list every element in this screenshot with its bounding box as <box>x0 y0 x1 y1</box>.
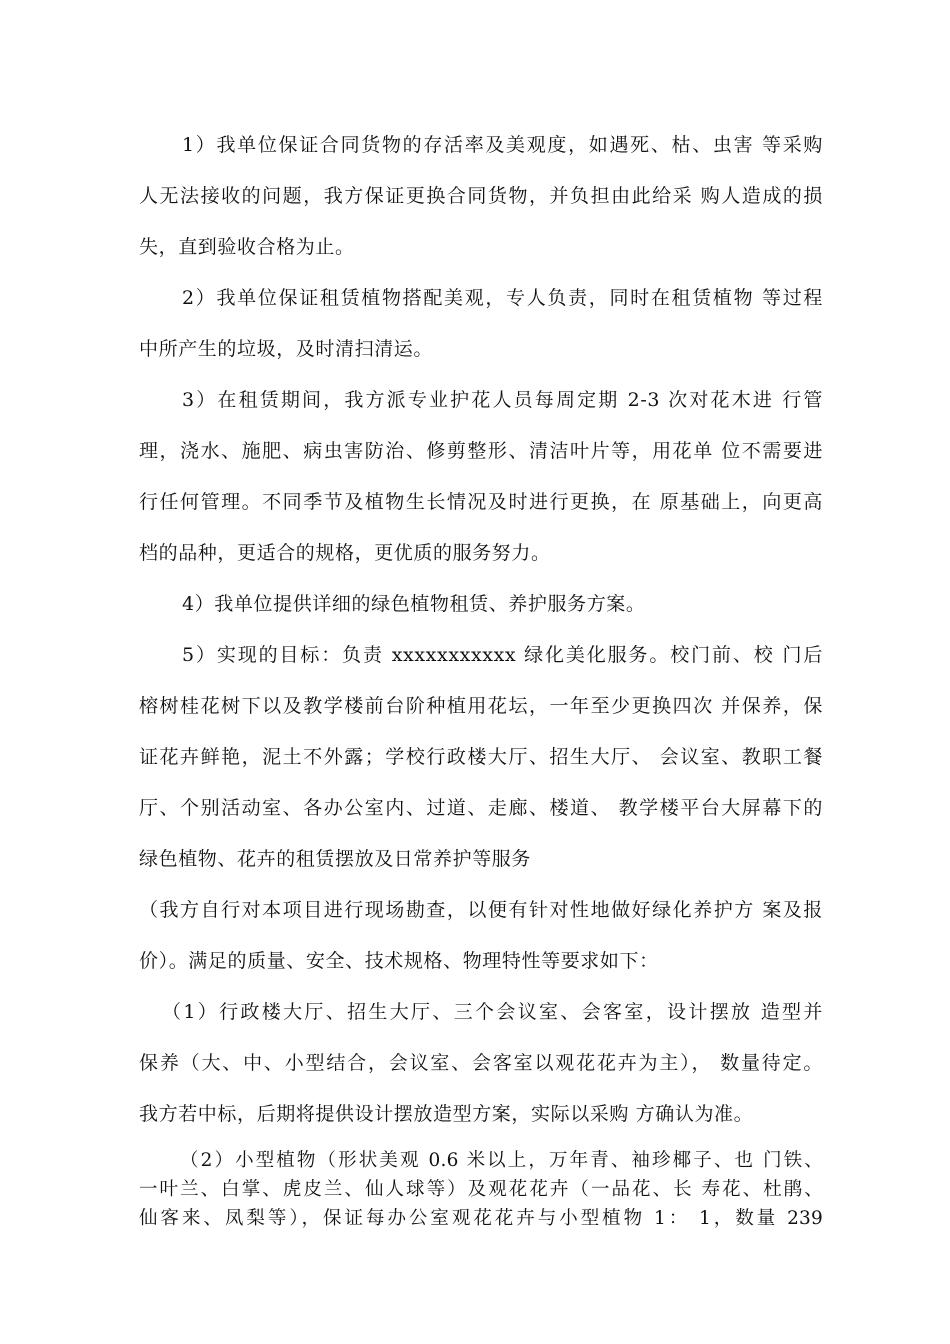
para1-line2: 人无法接收的问题，我方保证更换合同货物，并负担由此给采 购人造成的损 <box>139 185 823 207</box>
para8-line3: 仙客来、凤梨等），保证每办公室观花花卉与小型植物 1： 1，数量 239 <box>139 1208 823 1229</box>
para3-line1: 3）在租赁期间，我方派专业护花人员每周定期 2-3 次对花木进 行管 <box>182 389 823 411</box>
para7-line2: 保养（大、中、小型结合，会议室、会客室以观花花卉为主）， 数量待定。 <box>139 1052 823 1074</box>
para2-line2: 中所产生的垃圾，及时清扫清运。 <box>139 338 434 360</box>
para5-line2: 榕树桂花树下以及教学楼前台阶种植用花坛，一年至少更换四次 并保养，保 <box>139 695 823 717</box>
para5-line4: 厅、个别活动室、各办公室内、过道、走廊、楼道、 教学楼平台大屏幕下的 <box>139 797 823 819</box>
para2-line1: 2）我单位保证租赁植物搭配美观，专人负责，同时在租赁植物 等过程 <box>182 287 823 309</box>
para7-line3: 我方若中标，后期将提供设计摆放造型方案，实际以采购 方确认为准。 <box>139 1103 754 1125</box>
para3-line4: 档的品种，更适合的规格，更优质的服务努力。 <box>139 542 551 564</box>
para4-line1: 4）我单位提供详细的绿色植物租赁、养护服务方案。 <box>182 593 646 615</box>
para3-line3: 行任何管理。不同季节及植物生长情况及时进行更换，在 原基础上，向更高 <box>139 491 823 513</box>
para5-line3: 证花卉鲜艳，泥土不外露；学校行政楼大厅、招生大厅、 会议室、教职工餐 <box>139 746 823 768</box>
para5-line1: 5）实现的目标：负责 xxxxxxxxxxx 绿化美化服务。校门前、校 门后 <box>182 644 823 666</box>
para6-line1: （我方自行对本项目进行现场勘查，以便有针对性地做好绿化养护方 案及报 <box>139 899 823 921</box>
para1-line1: 1）我单位保证合同货物的存活率及美观度，如遇死、枯、虫害 等采购 <box>182 134 823 156</box>
para6-line2: 价）。满足的质量、安全、技术规格、物理特性等要求如下： <box>139 950 659 972</box>
para1-line3: 失，直到验收合格为止。 <box>139 236 355 258</box>
para5-line5: 绿色植物、花卉的租赁摆放及日常养护等服务 <box>139 848 532 870</box>
para8-line2: 一叶兰、白掌、虎皮兰、仙人球等）及观花花卉（一品花、长 寿花、杜鹃、 <box>139 1179 823 1200</box>
para3-line2: 理，浇水、施肥、病虫害防治、修剪整形、清洁叶片等，用花单 位不需要进 <box>139 440 823 462</box>
para7-line1: （1）行政楼大厅、招生大厅、三个会议室、会客室，设计摆放 造型并 <box>162 1001 823 1023</box>
para8-line1: （2）小型植物（形状美观 0.6 米以上，万年青、袖珍椰子、也 门铁、 <box>180 1150 823 1171</box>
